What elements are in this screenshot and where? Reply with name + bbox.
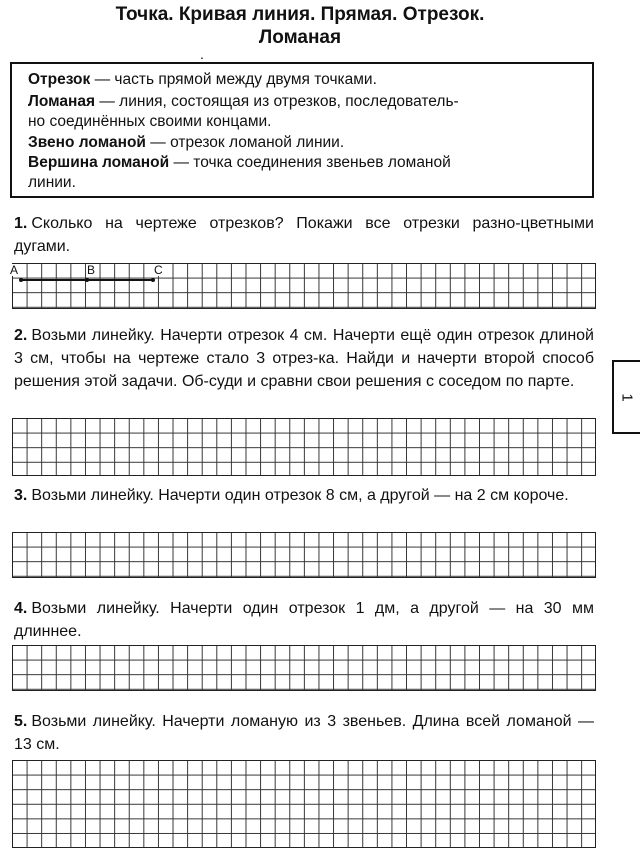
task-5 <box>14 710 594 756</box>
page-title: Точка. Кривая линия. Прямая. Отрезок. <box>115 4 485 25</box>
answer-grid-2[interactable] <box>12 418 596 476</box>
definition-term: Ломаная <box>28 93 96 110</box>
definition-text: — точка соединения звеньев ломаной <box>169 154 451 171</box>
definitions-box <box>10 62 594 198</box>
definition-text: линии. <box>28 174 76 191</box>
chapter-tab <box>612 360 640 434</box>
segment-point-c <box>151 278 155 282</box>
task-4 <box>14 597 594 643</box>
task-1 <box>14 212 594 258</box>
task-number: 5. <box>14 713 28 730</box>
task-text: Возьми линейку. Начерти отрезок 4 см. Начерти ещё один отрезок длиной 3 см, чтобы на чертеже стало 3 отрез-ка. Найди и начерти второй способ решения этой задачи. Об-суди и сравни свои решения с соседом по парте. <box>14 327 594 390</box>
definition-term: Отрезок <box>28 71 91 88</box>
definition-line <box>28 112 580 132</box>
task-text: Возьми линейку. Начерти один отрезок 8 см, а другой — на 2 см короче. <box>31 487 569 504</box>
definition-term: Звено ломаной <box>28 134 146 151</box>
definition-line <box>28 133 580 153</box>
segment-point-a <box>19 278 23 282</box>
task-3 <box>14 484 594 507</box>
answer-grid-3[interactable] <box>12 532 596 578</box>
task-text: Возьми линейку. Начерти один отрезок 1 дм, а другой — на 30 мм длиннее. <box>14 600 594 640</box>
chapter-number: 1 <box>618 392 636 402</box>
task-2 <box>14 324 594 393</box>
definition-line <box>28 70 580 90</box>
segment-drawing <box>13 264 597 310</box>
answer-grid-5[interactable] <box>12 760 596 848</box>
point-label-a: A <box>10 263 19 277</box>
point-label-c: C <box>154 263 163 277</box>
task-number: 4. <box>14 600 28 617</box>
definition-line <box>28 173 580 193</box>
task-text: Возьми линейку. Начерти ломаную из 3 звеньев. Длина всей ломаной — 13 см. <box>14 713 594 753</box>
answer-grid-1[interactable] <box>12 263 596 309</box>
definition-line <box>28 153 580 173</box>
definition-term: Вершина ломаной <box>28 154 170 171</box>
task-number: 2. <box>14 327 28 344</box>
title-dot: . <box>200 46 204 62</box>
task-number: 3. <box>14 487 28 504</box>
point-label-b: B <box>87 263 96 277</box>
definition-text: — часть прямой между двумя точками. <box>90 71 377 88</box>
answer-grid-4[interactable] <box>12 645 596 691</box>
task-number: 1. <box>14 215 28 232</box>
definition-text: — линия, состоящая из отрезков, последователь- <box>95 93 459 110</box>
page-subtitle: Ломаная <box>258 27 342 48</box>
definition-text: но соединённых своими концами. <box>28 113 272 130</box>
segment-point-b <box>85 278 89 282</box>
definition-text: — отрезок ломаной линии. <box>145 134 345 151</box>
definition-line <box>28 92 580 112</box>
task-text: Сколько на чертеже отрезков? Покажи все отрезки разно-цветными дугами. <box>14 215 594 255</box>
